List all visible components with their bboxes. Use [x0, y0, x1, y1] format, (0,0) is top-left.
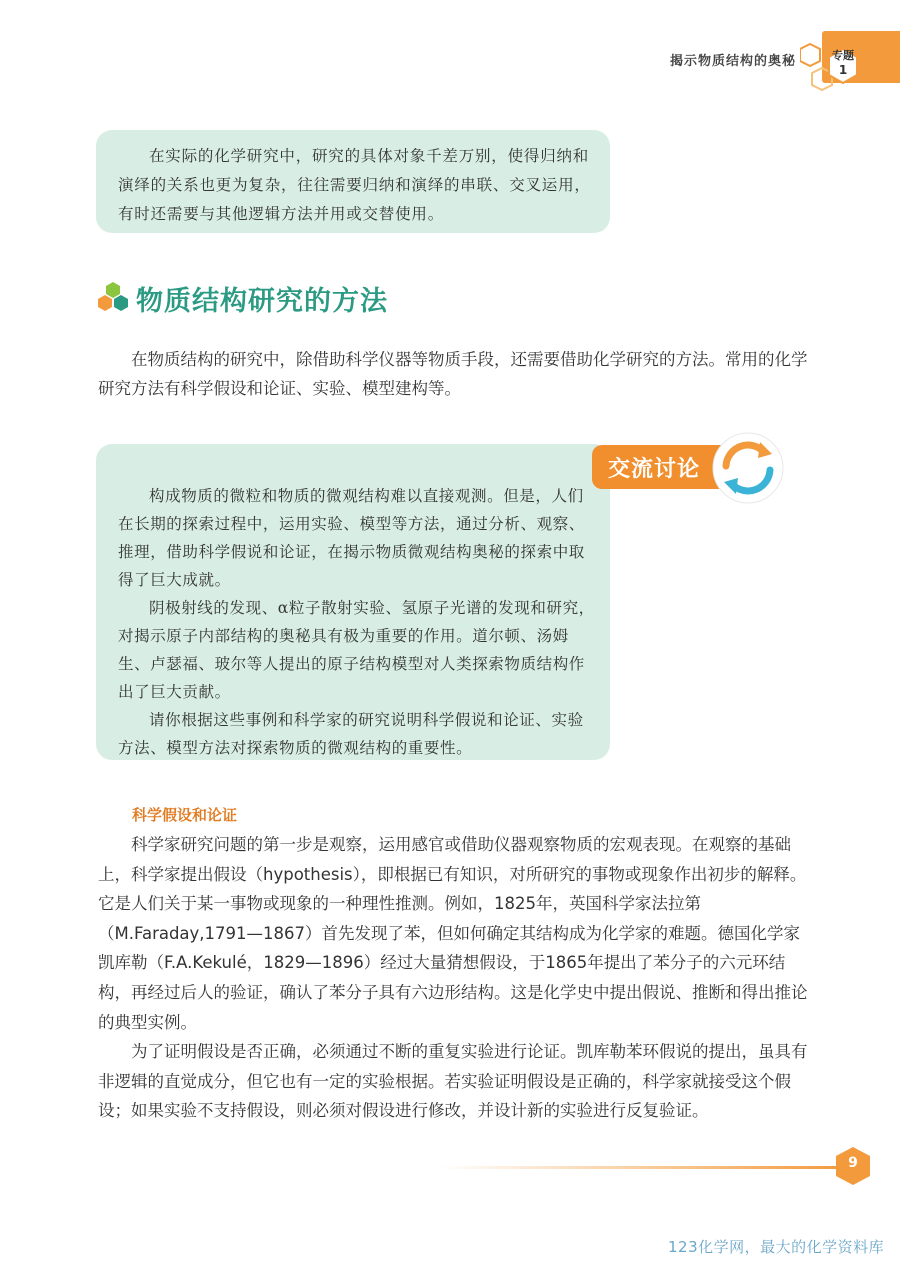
subsection-body [98, 830, 808, 1126]
unit-label: 专题 [832, 49, 854, 62]
body-paragraph: 科学家研究问题的第一步是观察，运用感官或借助仪器观察物质的宏观表现。在观察的基础上，科学家提出假设（hypothesis），即根据已有知识，对所研究的事物或现象作出初步的解释。它是人们关于某一事物或现象的一种理性推测。例如，1825年，英国科学家法拉第（M.Faraday,1791—1867）首先发现了苯，但如何确定其结构成为化学家的难题。德国化学家凯库勒（F.A.Kekulé，1829—1896）经过大量猜想假设，于1865年提出了苯分子的六元环结构，再经过后人的验证，确认了苯分子具有六边形结构。这是化学史中提出假说、推断和得出推论的典型实例。 [98, 835, 808, 1032]
unit-badge [828, 49, 858, 77]
note-text: 在实际的化学研究中，研究的具体对象千差万别，使得归纳和演绎的关系也更为复杂，往往需要归纳和演绎的串联、交叉运用，有时还需要与其他逻辑方法并用或交替使用。 [118, 147, 591, 223]
discussion-text [118, 482, 596, 762]
unit-number: 1 [838, 63, 848, 77]
discussion-paragraph: 阴极射线的发现、α粒子散射实验、氢原子光谱的发现和研究，对揭示原子内部结构的奥秘具有极为重要的作用。道尔顿、汤姆生、卢瑟福、玻尔等人提出的原子结构模型对人类探索物质结构作出了巨大贡献。 [118, 599, 595, 701]
section-intro: 在物质结构的研究中，除借助科学仪器等物质手段，还需要借助化学研究的方法。常用的化学研究方法有科学假设和论证、实验、模型建构等。 [98, 350, 808, 398]
body-paragraph: 为了证明假设是否正确，必须通过不断的重复实验进行论证。凯库勒苯环假说的提出，虽具有非逻辑的直觉成分，但它也有一定的实验根据。若实验证明假设是正确的，科学家就接受这个假设；如果实验不支持假设，则必须对假设进行修改，并设计新的实验进行反复验证。 [98, 1042, 808, 1121]
footer-rule [440, 1166, 846, 1169]
discussion-paragraph: 请你根据这些事例和科学家的研究说明科学假说和论证、实验方法、模型方法对探索物质的微观结构的重要性。 [118, 711, 584, 757]
page-number: 9 [848, 1155, 858, 1171]
running-header-title: 揭示物质结构的奥秘 [669, 54, 796, 69]
section-hexagon-icon [96, 282, 130, 312]
watermark-text: 123化学网，最大的化学资料库 [668, 1238, 885, 1256]
discussion-tag-label: 交流讨论 [608, 457, 701, 482]
section-heading: 物质结构研究的方法 [136, 286, 388, 317]
refresh-cycle-icon [710, 430, 786, 506]
subsection-heading: 科学假设和论证 [132, 806, 238, 824]
discussion-paragraph: 构成物质的微粒和物质的微观结构难以直接观测。但是，人们在长期的探索过程中，运用实验、模型等方法，通过分析、观察、推理，借助科学假说和论证，在揭示物质微观结构奥秘的探索中取得了巨大成就。 [118, 487, 585, 589]
